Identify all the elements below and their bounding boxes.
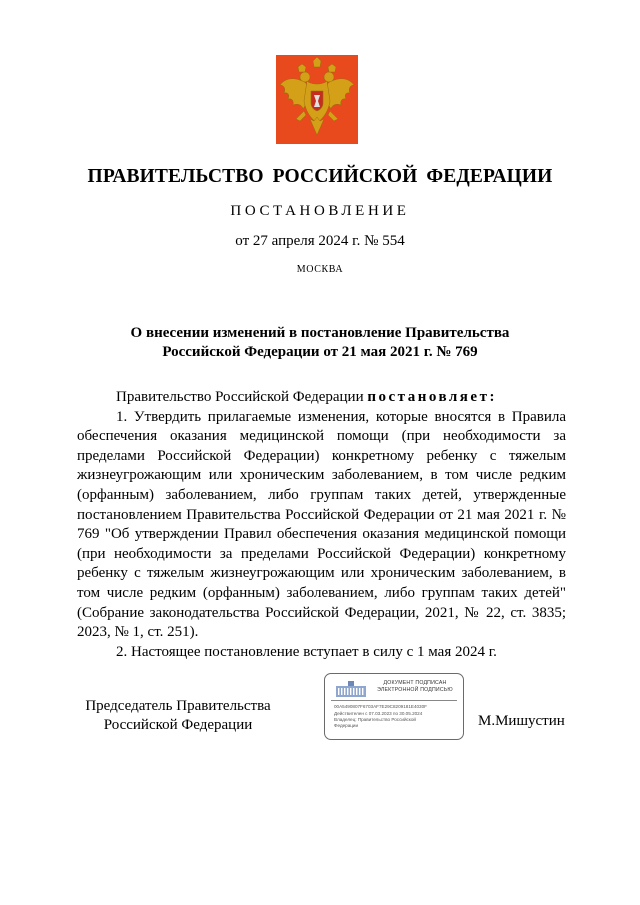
document-type: ПОСТАНОВЛЕНИЕ <box>230 203 410 219</box>
preamble-decrees: постановляет: <box>367 389 497 405</box>
stamp-title-line-1: ДОКУМЕНТ ПОДПИСАН <box>383 680 447 686</box>
paragraph-item-2: 2. Настоящее постановление вступает в силу с 1 мая 2024 г. <box>116 643 497 660</box>
stamp-title-line-2: ЭЛЕКТРОННОЙ ПОДПИСЬЮ <box>377 687 453 693</box>
document-subject <box>0 324 640 362</box>
stamp-title <box>369 680 461 694</box>
subject-line-2: Российской Федерации от 21 мая 2021 г. № 769 <box>162 344 478 360</box>
government-building-icon <box>334 680 368 698</box>
stamp-validity: Действителен с 07.03.2023 по 30.05.2024 <box>334 711 423 716</box>
stamp-owner-line-1: Владелец: Правительство Российской <box>334 717 416 722</box>
stamp-certificate: 00A5490807F6703AF7E29C8209181E4030F <box>334 704 427 709</box>
position-line-2: Российской Федерации <box>103 717 253 733</box>
electronic-signature-stamp <box>324 673 464 740</box>
city-name: МОСКВА <box>296 264 344 275</box>
document-body <box>77 388 566 662</box>
preamble <box>77 388 566 408</box>
decree-date-number: от 27 апреля 2024 г. № 554 <box>235 233 405 249</box>
stamp-owner-line-2: Федерации <box>334 723 359 728</box>
preamble-text: Правительство Российской Федерации <box>116 389 368 405</box>
signatory-position <box>78 697 278 735</box>
paragraph-item-1: 1. Утвердить прилагаемые изменения, которые вносятся в Правила обеспечения оказания медицинской помощи (при необходимости за пределами Российской Федерации) конкретному ребенку с тяжелым жизнеугрожающим или хроническим заболеванием, в том числе редким (орфанным) заболеванием, либо группам таких детей, утвержденные постановлением Правительства Российской Федерации от 21 мая 2021 г. № 769 "Об утверждении Правил обеспечения оказания медицинской помощи (при необходимости за пределами Российской Федерации) конкретному ребенку с тяжелым жизнеугрожающим или хроническим заболеванием, в том числе редким (орфанным) заболеванием, либо группам таких детей" (Собрание законодательства Российской Федерации, 2021, № 22, ст. 3835; 2023, № 1, ст. 251). <box>77 408 566 641</box>
subject-line-1: О внесении изменений в постановление Правительства <box>130 325 510 341</box>
state-emblem-icon <box>276 55 358 144</box>
stamp-divider <box>331 700 457 701</box>
signatory-name: М.Мишустин <box>478 713 565 729</box>
position-line-1: Председатель Правительства <box>85 698 271 714</box>
government-title: ПРАВИТЕЛЬСТВО РОССИЙСКОЙ ФЕДЕРАЦИИ <box>87 166 553 187</box>
